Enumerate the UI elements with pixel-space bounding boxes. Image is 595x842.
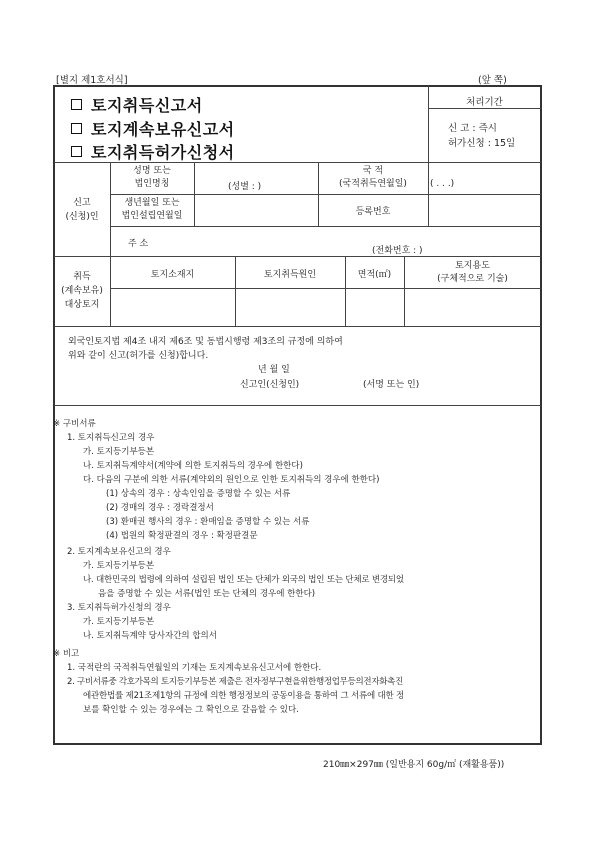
remarks-heading: ※ 비고: [53, 649, 80, 659]
target-land-section-label: [54, 270, 110, 312]
doc-item: 가. 토지등기부등본: [83, 561, 155, 571]
processing-period-label: 처리기간: [466, 97, 503, 108]
remark-item: 보를 확인할 수 있는 경우에는 그 확인으로 갈음할 수 있다.: [83, 705, 299, 715]
title-acquisition-permit-application[interactable]: [71, 140, 235, 163]
doc-item: 나. 토지취득계약서(계약에 의한 토지취득의 경우에 한한다): [83, 461, 303, 471]
column-land-use: [404, 260, 541, 286]
column-area: 면적(㎡): [357, 270, 392, 280]
land-use-label-line: (구체적으로 기술): [437, 274, 508, 284]
area-field[interactable]: [346, 289, 404, 326]
form-number: [별지 제1호서식]: [56, 75, 128, 86]
doc-item: (4) 법원의 확정판결의 경우 : 확정판결문: [106, 531, 258, 541]
doc-item: (3) 환매권 행사의 경우 : 환매임을 증명할 수 있는 서류: [106, 517, 310, 527]
nationality-label-line: (국적취득연월일): [339, 179, 407, 189]
title-continued-ownership-report[interactable]: [71, 117, 235, 140]
doc-item: 1. 토지취득신고의 경우: [67, 433, 155, 443]
address-field[interactable]: [194, 227, 541, 256]
gender-field[interactable]: (성별 : ): [228, 182, 262, 192]
checkbox-icon[interactable]: [71, 123, 82, 134]
title-land-acquisition-report[interactable]: [71, 93, 203, 116]
checkbox-icon[interactable]: [71, 146, 82, 157]
divider: [54, 256, 541, 257]
title-text: 토지취득신고서: [91, 96, 203, 115]
nationality-label-line: 국 적: [362, 166, 384, 176]
land-label-line: (계속보유): [61, 286, 103, 296]
applicant-section-label: [54, 196, 110, 224]
paper-spec-footer: 210㎜×297㎜ (일반용지 60g/㎡ (재활용품)): [323, 760, 505, 770]
title-text: 토지취득허가신청서: [91, 143, 235, 162]
land-location-field[interactable]: [111, 289, 235, 326]
phone-field[interactable]: (전화번호 : ): [372, 246, 423, 256]
doc-item: 가. 토지등기부등본: [83, 447, 155, 457]
column-land-location: 토지소재지: [150, 270, 195, 280]
name-label: [110, 165, 194, 191]
remark-item: 2. 구비서류중 각호가목의 토지등기부등본 제출은 전자정부구현을위한행정업무등의전자화촉진: [67, 677, 403, 687]
title-text: 토지계속보유신고서: [91, 120, 235, 139]
divider: [54, 162, 541, 163]
divider: [54, 405, 541, 406]
address-label: 주 소: [128, 239, 149, 249]
doc-item: 음을 증명할 수 있는 서류(법인 또는 단체의 경우에 한한다): [98, 589, 316, 599]
birth-label-line: 법인설립연월일: [121, 211, 183, 221]
signer-label: 신고인(신청인): [240, 380, 300, 390]
page-side-label: (앞 쪽): [478, 75, 507, 86]
remark-item: 1. 국적란의 국적취득연월일의 기재는 토지계속보유신고서에 한한다.: [67, 663, 322, 673]
applicant-label-line: 신고: [73, 198, 91, 208]
doc-item: 나. 대한민국의 법령에 의하여 설립된 법인 또는 단체가 외국의 법인 또는 단체로 변경되었: [83, 575, 404, 585]
statement-line-1: 외국인토지법 제4조 내지 제6조 및 동법시행령 제3조의 규정에 의하여: [68, 337, 343, 347]
name-label-line: 성명 또는: [133, 166, 171, 176]
statement-line-2: 위와 같이 신고(허가를 신청)합니다.: [68, 351, 209, 361]
acquisition-cause-field[interactable]: [236, 289, 345, 326]
doc-item: 가. 토지등기부등본: [83, 617, 155, 627]
documents-heading: ※ 구비서류: [53, 419, 96, 429]
column-acquisition-cause: 토지취득원인: [263, 270, 317, 280]
birth-date-field[interactable]: [194, 195, 318, 226]
birth-label-line: 생년월일 또는: [124, 198, 180, 208]
registration-number-label: 등록번호: [355, 207, 391, 217]
nationality-label: [318, 165, 428, 191]
registration-number-field[interactable]: [428, 195, 541, 226]
land-use-field[interactable]: [405, 289, 541, 326]
name-label-line: 법인명칭: [134, 179, 170, 189]
birth-date-label: [110, 197, 194, 223]
applicant-label-line: (신청)인: [65, 212, 99, 222]
processing-permit-time: 허가신청 : 15일: [448, 138, 516, 149]
processing-report-time: 신 고 : 즉시: [448, 123, 497, 134]
doc-item: (1) 상속의 경우 : 상속인임을 증명할 수 있는 서류: [106, 489, 291, 499]
land-label-line: 대상토지: [64, 300, 100, 310]
land-use-label-line: 토지용도: [455, 261, 490, 271]
checkbox-icon[interactable]: [71, 99, 82, 110]
doc-item: 3. 토지취득허가신청의 경우: [67, 603, 171, 613]
land-label-line: 취득: [73, 272, 91, 282]
signature-field[interactable]: (서명 또는 인): [363, 380, 420, 390]
doc-item: 2. 토지계속보유신고의 경우: [67, 547, 171, 557]
doc-item: 나. 토지취득계약 당사자간의 합의서: [83, 631, 217, 641]
statement-date[interactable]: 년 월 일: [258, 365, 290, 375]
divider: [428, 108, 541, 109]
nationality-date-field[interactable]: ( . . .): [430, 179, 455, 189]
doc-item: (2) 경매의 경우 : 경락결정서: [106, 503, 214, 513]
doc-item: 다. 다음의 구분에 의한 서류(계약외의 원인으로 인한 토지취득의 경우에 한한다): [83, 475, 380, 485]
remark-item: 에관한법률 제21조제1항의 규정에 의한 행정정보의 공동이용을 통하여 그 서류에 대한 정: [83, 691, 405, 701]
divider: [54, 326, 541, 327]
